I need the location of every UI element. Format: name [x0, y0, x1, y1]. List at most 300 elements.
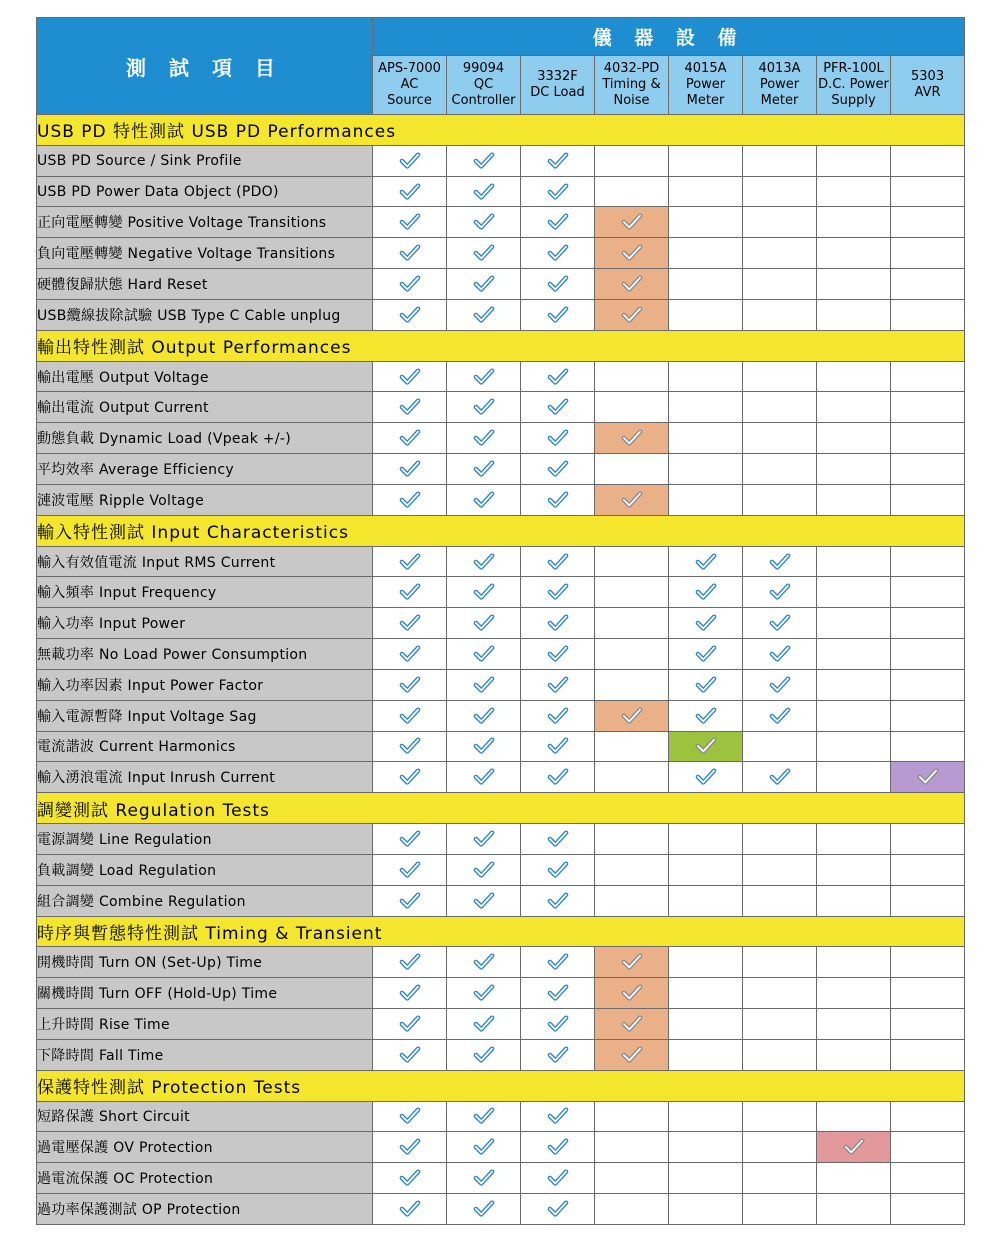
equipment-cell: [891, 392, 965, 423]
checkmark-icon: [743, 768, 816, 786]
equipment-cell: [373, 577, 447, 608]
checkmark-icon: [521, 768, 594, 786]
checkmark-icon: [373, 953, 446, 971]
equipment-cell: [891, 608, 965, 639]
equipment-cell: [817, 1039, 891, 1070]
test-item-label: 關機時間 Turn OFF (Hold-Up) Time: [37, 978, 373, 1009]
equipment-cell: [595, 1132, 669, 1163]
checkmark-icon: [521, 676, 594, 694]
equipment-cell: [817, 484, 891, 515]
equipment-cell: [521, 1163, 595, 1194]
test-equipment-matrix: [36, 17, 965, 1225]
test-item-label: 輸入功率 Input Power: [37, 608, 373, 639]
equipment-cell: [817, 669, 891, 700]
equipment-cell: [743, 639, 817, 670]
test-item-label: 動態負載 Dynamic Load (Vpeak +/-): [37, 423, 373, 454]
table-row: [37, 885, 965, 916]
checkmark-icon: [595, 707, 668, 725]
checkmark-icon: [447, 398, 520, 416]
equipment-cell: [669, 392, 743, 423]
equipment-cell: [817, 299, 891, 330]
instrument-name-line: QC: [473, 77, 494, 92]
checkmark-icon: [373, 213, 446, 231]
checkmark-icon: [447, 183, 520, 201]
equipment-cell: [891, 238, 965, 269]
equipment-cell: [447, 762, 521, 793]
checkmark-icon: [373, 707, 446, 725]
checkmark-icon: [743, 583, 816, 601]
equipment-cell: [743, 361, 817, 392]
checkmark-icon: [373, 152, 446, 170]
equipment-cell: [521, 299, 595, 330]
checkmark-icon: [447, 953, 520, 971]
checkmark-icon: [447, 892, 520, 910]
checkmark-icon: [521, 460, 594, 478]
checkmark-icon: [521, 861, 594, 879]
test-items-header: 測 試 項 目: [37, 18, 373, 115]
equipment-cell: [891, 669, 965, 700]
highlighted-equipment-cell: [595, 1009, 669, 1040]
checkmark-icon: [669, 583, 742, 601]
equipment-cell: [669, 1163, 743, 1194]
checkmark-icon: [373, 398, 446, 416]
equipment-cell: [447, 608, 521, 639]
equipment-cell: [743, 1039, 817, 1070]
equipment-cell: [373, 299, 447, 330]
equipment-cell: [669, 700, 743, 731]
equipment-cell: [447, 669, 521, 700]
equipment-cell: [743, 145, 817, 176]
test-item-label: 電流諧波 Current Harmonics: [37, 731, 373, 762]
equipment-cell: [669, 1132, 743, 1163]
instrument-name-line: AVR: [914, 85, 941, 100]
checkmark-icon: [743, 645, 816, 663]
equipment-cell: [373, 947, 447, 978]
instrument-header-7: [817, 56, 891, 115]
highlighted-equipment-cell: [595, 423, 669, 454]
instrument-name-line: Controller: [451, 93, 516, 108]
checkmark-icon: [373, 645, 446, 663]
checkmark-icon: [521, 1046, 594, 1064]
equipment-cell: [595, 361, 669, 392]
equipment-cell: [521, 392, 595, 423]
equipment-cell: [669, 577, 743, 608]
equipment-cell: [447, 1009, 521, 1040]
equipment-cell: [521, 639, 595, 670]
checkmark-icon: [373, 460, 446, 478]
table-row: [37, 207, 965, 238]
equipment-cell: [743, 577, 817, 608]
equipment-cell: [669, 824, 743, 855]
equipment-cell: [373, 269, 447, 300]
section-title: 調變測試 Regulation Tests: [37, 793, 965, 824]
instrument-name-line: 4032-PD: [603, 61, 660, 76]
instrument-name-line: Meter: [760, 93, 799, 108]
equipment-cell: [447, 454, 521, 485]
equipment-cell: [521, 1132, 595, 1163]
checkmark-icon: [521, 984, 594, 1002]
table-row: [37, 299, 965, 330]
equipment-cell: [817, 762, 891, 793]
equipment-cell: [521, 1193, 595, 1224]
equipment-cell: [743, 207, 817, 238]
equipment-cell: [521, 854, 595, 885]
equipment-cell: [521, 947, 595, 978]
equipment-cell: [595, 392, 669, 423]
equipment-cell: [669, 484, 743, 515]
checkmark-icon: [373, 553, 446, 571]
equipment-cell: [669, 639, 743, 670]
checkmark-icon: [521, 1107, 594, 1125]
equipment-cell: [447, 546, 521, 577]
instrument-header-1: [373, 56, 447, 115]
checkmark-icon: [447, 861, 520, 879]
equipment-cell: [743, 423, 817, 454]
checkmark-icon: [521, 645, 594, 663]
equipment-cell: [595, 546, 669, 577]
equipment-cell: [595, 762, 669, 793]
equipment-cell: [669, 608, 743, 639]
equipment-cell: [595, 824, 669, 855]
equipment-cell: [521, 546, 595, 577]
checkmark-icon: [669, 707, 742, 725]
table-row: [37, 824, 965, 855]
equipment-cell: [891, 423, 965, 454]
equipment-cell: [447, 1101, 521, 1132]
table-row: [37, 978, 965, 1009]
equipment-cell: [447, 145, 521, 176]
equipment-cell: [669, 546, 743, 577]
equipment-cell: [521, 454, 595, 485]
equipment-cell: [373, 546, 447, 577]
checkmark-icon: [669, 737, 742, 755]
checkmark-icon: [447, 830, 520, 848]
instrument-name-line: Supply: [831, 93, 876, 108]
equipment-cell: [891, 145, 965, 176]
equipment-cell: [891, 361, 965, 392]
equipment-cell: [373, 454, 447, 485]
checkmark-icon: [373, 1200, 446, 1218]
highlighted-equipment-cell: [595, 700, 669, 731]
highlighted-equipment-cell: [595, 484, 669, 515]
section-header-row: [37, 1070, 965, 1101]
table-row: [37, 1009, 965, 1040]
instrument-name-line: 99094: [462, 61, 505, 76]
equipment-cell: [447, 269, 521, 300]
equipment-cell: [669, 299, 743, 330]
test-item-label: 無載功率 No Load Power Consumption: [37, 639, 373, 670]
checkmark-icon: [373, 183, 446, 201]
checkmark-icon: [743, 676, 816, 694]
instrument-name-line: Meter: [686, 93, 725, 108]
equipment-cell: [521, 423, 595, 454]
equipment-cell: [817, 1101, 891, 1132]
equipment-cell: [521, 484, 595, 515]
equipment-cell: [521, 1101, 595, 1132]
highlighted-equipment-cell: [595, 978, 669, 1009]
test-item-label: USB PD Power Data Object (PDO): [37, 176, 373, 207]
checkmark-icon: [373, 768, 446, 786]
checkmark-icon: [891, 768, 964, 786]
checkmark-icon: [595, 984, 668, 1002]
equipment-cell: [521, 1039, 595, 1070]
test-item-label: USB PD Source / Sink Profile: [37, 145, 373, 176]
equipment-cell: [521, 700, 595, 731]
equipment-cell: [743, 1132, 817, 1163]
checkmark-icon: [373, 491, 446, 509]
equipment-cell: [447, 885, 521, 916]
equipment-cell: [373, 762, 447, 793]
equipment-cell: [743, 454, 817, 485]
equipment-cell: [373, 731, 447, 762]
instrument-name-line: APS-7000: [378, 61, 441, 76]
equipment-cell: [669, 454, 743, 485]
equipment-cell: [669, 978, 743, 1009]
equipment-cell: [669, 1101, 743, 1132]
checkmark-icon: [521, 213, 594, 231]
equipment-cell: [891, 1193, 965, 1224]
equipment-cell: [595, 669, 669, 700]
checkmark-icon: [447, 645, 520, 663]
equipment-cell: [669, 269, 743, 300]
equipment-cell: [817, 947, 891, 978]
equipment-cell: [373, 639, 447, 670]
test-item-label: 電源調變 Line Regulation: [37, 824, 373, 855]
checkmark-icon: [447, 213, 520, 231]
equipment-cell: [595, 1101, 669, 1132]
checkmark-icon: [743, 553, 816, 571]
equipment-cell: [521, 269, 595, 300]
checkmark-icon: [447, 1015, 520, 1033]
instrument-name-line: Timing &: [602, 77, 661, 92]
equipment-cell: [373, 423, 447, 454]
test-item-label: 過功率保護測試 OP Protection: [37, 1193, 373, 1224]
test-item-label: 硬體復歸狀態 Hard Reset: [37, 269, 373, 300]
equipment-cell: [521, 361, 595, 392]
equipment-cell: [669, 1009, 743, 1040]
checkmark-icon: [447, 1046, 520, 1064]
section-title: 時序與暫態特性測試 Timing & Transient: [37, 916, 965, 947]
equipment-cell: [595, 1193, 669, 1224]
instrument-name-line: Power: [685, 77, 726, 92]
equipment-cell: [817, 392, 891, 423]
table-row: [37, 361, 965, 392]
checkmark-icon: [373, 583, 446, 601]
equipment-cell: [373, 978, 447, 1009]
checkmark-icon: [521, 1015, 594, 1033]
equipment-cell: [595, 854, 669, 885]
equipment-cell: [743, 854, 817, 885]
equipment-cell: [743, 731, 817, 762]
checkmark-icon: [743, 614, 816, 632]
equipment-cell: [743, 1009, 817, 1040]
equipment-cell: [447, 484, 521, 515]
section-header-row: [37, 793, 965, 824]
equipment-cell: [891, 639, 965, 670]
instrument-name-line: 5303: [911, 69, 945, 84]
equipment-cell: [447, 361, 521, 392]
checkmark-icon: [521, 183, 594, 201]
checkmark-icon: [447, 244, 520, 262]
checkmark-icon: [817, 1138, 890, 1156]
table-row: [37, 731, 965, 762]
equipment-cell: [891, 947, 965, 978]
equipment-cell: [891, 484, 965, 515]
table-row: [37, 484, 965, 515]
checkmark-icon: [521, 491, 594, 509]
section-title: 輸入特性測試 Input Characteristics: [37, 515, 965, 546]
checkmark-icon: [373, 1015, 446, 1033]
equipment-cell: [595, 608, 669, 639]
equipment-cell: [891, 1009, 965, 1040]
instrument-name-line: PFR-100L: [823, 61, 884, 76]
equipment-cell: [817, 1163, 891, 1194]
test-item-label: 輸入電源暫降 Input Voltage Sag: [37, 700, 373, 731]
equipment-cell: [447, 947, 521, 978]
equipment-cell: [669, 885, 743, 916]
equipment-cell: [743, 700, 817, 731]
equipment-cell: [521, 731, 595, 762]
instrument-name-line: 4015A: [684, 61, 727, 76]
equipment-cell: [521, 762, 595, 793]
table-row: [37, 1163, 965, 1194]
checkmark-icon: [669, 645, 742, 663]
checkmark-icon: [595, 1015, 668, 1033]
equipment-cell: [817, 145, 891, 176]
checkmark-icon: [521, 275, 594, 293]
equipment-cell: [669, 1193, 743, 1224]
equipment-cell: [891, 978, 965, 1009]
equipment-cell: [891, 454, 965, 485]
instrument-name-line: Source: [387, 93, 432, 108]
equipment-cell: [817, 176, 891, 207]
highlighted-equipment-cell: [595, 207, 669, 238]
test-item-label: 過電壓保護 OV Protection: [37, 1132, 373, 1163]
checkmark-icon: [521, 583, 594, 601]
test-item-label: 輸出電壓 Output Voltage: [37, 361, 373, 392]
test-item-label: 輸入有效值電流 Input RMS Current: [37, 546, 373, 577]
instrument-header-5: [669, 56, 743, 115]
equipment-cell: [817, 454, 891, 485]
equipment-cell: [447, 299, 521, 330]
checkmark-icon: [521, 953, 594, 971]
equipment-cell: [817, 546, 891, 577]
test-item-label: 輸入頻率 Input Frequency: [37, 577, 373, 608]
checkmark-icon: [521, 1200, 594, 1218]
checkmark-icon: [595, 1046, 668, 1064]
table-row: [37, 608, 965, 639]
equipment-cell: [521, 1009, 595, 1040]
checkmark-icon: [447, 306, 520, 324]
instrument-header-6: [743, 56, 817, 115]
equipment-cell: [817, 1009, 891, 1040]
table-row: [37, 176, 965, 207]
checkmark-icon: [447, 614, 520, 632]
equipment-cell: [743, 299, 817, 330]
equipment-cell: [521, 176, 595, 207]
equipment-cell: [669, 361, 743, 392]
instrument-header-2: [447, 56, 521, 115]
checkmark-icon: [373, 1046, 446, 1064]
table-row: [37, 423, 965, 454]
instrument-name-line: 4013A: [758, 61, 801, 76]
equipment-cell: [447, 1039, 521, 1070]
equipment-cell: [891, 546, 965, 577]
checkmark-icon: [447, 1169, 520, 1187]
equipment-cell: [447, 392, 521, 423]
equipment-cell: [447, 824, 521, 855]
table-row: [37, 269, 965, 300]
equipment-cell: [817, 978, 891, 1009]
equipment-cell: [373, 238, 447, 269]
instrument-header-4: [595, 56, 669, 115]
table-row: [37, 947, 965, 978]
checkmark-icon: [669, 768, 742, 786]
equipment-cell: [521, 669, 595, 700]
equipment-cell: [743, 546, 817, 577]
checkmark-icon: [373, 244, 446, 262]
checkmark-icon: [595, 953, 668, 971]
equipment-cell: [891, 1039, 965, 1070]
checkmark-icon: [447, 583, 520, 601]
equipment-cell: [891, 731, 965, 762]
equipment-cell: [669, 238, 743, 269]
equipment-cell: [817, 269, 891, 300]
table-row: [37, 762, 965, 793]
equipment-cell: [891, 885, 965, 916]
checkmark-icon: [595, 491, 668, 509]
highlighted-equipment-cell: [595, 299, 669, 330]
checkmark-icon: [521, 553, 594, 571]
equipment-cell: [373, 824, 447, 855]
equipment-cell: [521, 577, 595, 608]
checkmark-icon: [447, 460, 520, 478]
instrument-header-8: [891, 56, 965, 115]
equipment-cell: [669, 1039, 743, 1070]
checkmark-icon: [521, 398, 594, 416]
section-title: 保護特性測試 Protection Tests: [37, 1070, 965, 1101]
equipment-cell: [817, 577, 891, 608]
checkmark-icon: [521, 244, 594, 262]
checkmark-icon: [521, 306, 594, 324]
checkmark-icon: [521, 830, 594, 848]
checkmark-icon: [447, 768, 520, 786]
equipment-cell: [373, 176, 447, 207]
equipment-cell: [817, 700, 891, 731]
checkmark-icon: [669, 553, 742, 571]
equipment-cell: [373, 1039, 447, 1070]
checkmark-icon: [373, 1107, 446, 1125]
equipment-cell: [891, 1163, 965, 1194]
table-row: [37, 546, 965, 577]
equipment-cell: [595, 145, 669, 176]
section-header-row: [37, 115, 965, 146]
instrument-name-line: Power: [759, 77, 800, 92]
table-row: [37, 1132, 965, 1163]
checkmark-icon: [595, 275, 668, 293]
table-row: [37, 854, 965, 885]
test-item-label: 下降時間 Fall Time: [37, 1039, 373, 1070]
checkmark-icon: [373, 1138, 446, 1156]
equipment-cell: [891, 176, 965, 207]
equipment-cell: [521, 978, 595, 1009]
equipment-cell: [669, 207, 743, 238]
equipment-cell: [743, 238, 817, 269]
checkmark-icon: [521, 1138, 594, 1156]
checkmark-icon: [373, 429, 446, 447]
equipment-cell: [817, 423, 891, 454]
equipment-cell: [669, 947, 743, 978]
